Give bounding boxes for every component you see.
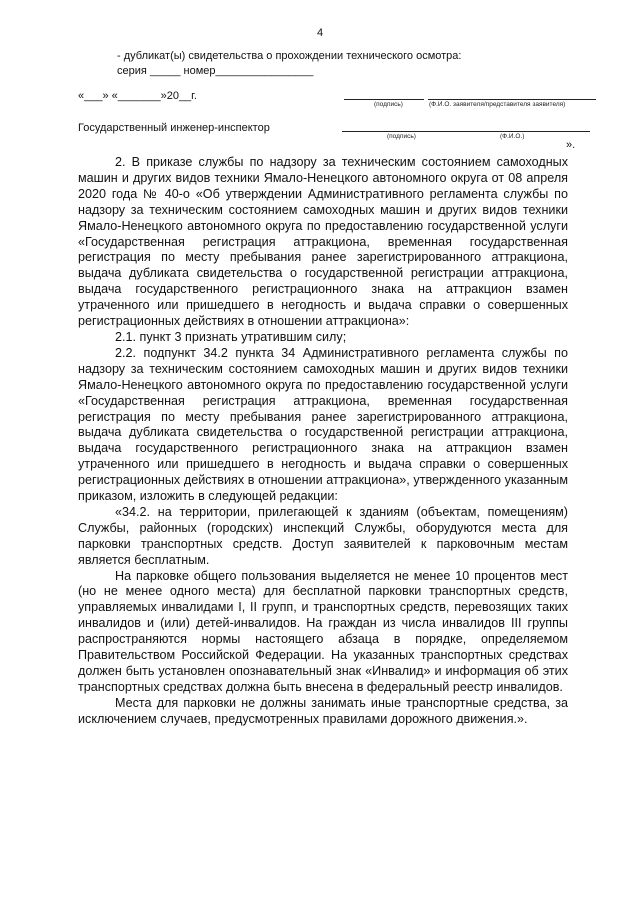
- caption-name-inspector: (Ф.И.О.): [500, 133, 525, 140]
- closing-quote: ».: [566, 139, 576, 151]
- caption-signature-inspector: (подпись): [387, 133, 416, 140]
- page-number: 4: [316, 27, 324, 39]
- document-body: [78, 155, 568, 728]
- inspector-label: Государственный инженер-инспектор: [78, 122, 270, 134]
- signature-line-applicant: [344, 99, 424, 100]
- caption-name-applicant: (Ф.И.О. заявителя/представителя заявителя): [429, 101, 566, 108]
- paragraph-2-1: 2.1. пункт 3 признать утратившим силу;: [115, 329, 347, 344]
- paragraph-2: 2. В приказе службы по надзору за техническим состоянием самоходных машин и других видов техники Ямало-Ненецкого автономного округа от 08 апреля 2020 года № 40-о «Об утверждении Административного регламента службы по надзору за техническим состоянием самоходных машин и других видов техники Ямало-Ненецкого автономного округа по предоставлению государственной услуги «Государственная регистрация аттракциона, временная государственная регистрация по месту пребывания ранее зарегистрированного аттракциона, выдача дубликата свидетельства о государственной регистрации аттракциона, выдача государственного регистрационного знака на аттракцион взамен утраченного или пришедшего в негодность и выдача справки о совершенных регистрационных действиях в отношении аттракциона»:: [78, 155, 568, 329]
- paragraph-34-2: «34.2. на территории, прилегающей к зданиям (объектам, помещениям) Службы, районных (городских) инспекций Службы, оборудуются места для парковки транспортных средств. Доступ заявителей к парковочным местам является бесплатным.: [78, 504, 568, 567]
- paragraph-2-2: 2.2. подпункт 34.2 пункта 34 Административного регламента службы по надзору за техническим состоянием самоходных машин и других видов техники Ямало-Ненецкого автономного округа по предоставлению государственной услуги «Государственная регистрация аттракциона, временная государственная регистрация по месту пребывания ранее зарегистрированного аттракциона, выдача дубликата свидетельства о государственной регистрации аттракциона, выдача государственного регистрационного знака на аттракцион взамен утраченного или пришедшего в негодность и выдача справки о совершенных регистрационных действиях в отношении аттракциона», утвержденного указанным приказом, изложить в следующей редакции:: [78, 345, 568, 504]
- name-line-applicant: [428, 99, 596, 100]
- paragraph-parking: На парковке общего пользования выделяется не менее 10 процентов мест (но не менее одного места) для бесплатной парковки транспортных средств, управляемых инвалидами I, II групп, и транспортных средств, перевозящих таких инвалидов и (или) детей-инвалидов. На граждан из числа инвалидов III группы распространяются нормы настоящего абзаца в порядке, определяемом Правительством Российской Федерации. На указанных транспортных средствах должен быть установлен опознавательный знак «Инвалид» и информация об этих транспортных средствах должна быть внесена в федеральный реестр инвалидов.: [78, 568, 568, 694]
- paragraph-parking-exceptions: Места для парковки не должны занимать иные транспортные средства, за исключением случаев, предусмотренных правилами дорожного движения.».: [78, 695, 568, 726]
- duplicate-certificate-line: - дубликат(ы) свидетельства о прохождении технического осмотра:: [117, 50, 462, 62]
- series-number-line: серия _____ номер________________: [117, 65, 314, 77]
- caption-signature-applicant: (подпись): [374, 101, 403, 108]
- signature-line-inspector: [342, 131, 590, 132]
- date-line: «___» «_______»20__г.: [78, 90, 197, 102]
